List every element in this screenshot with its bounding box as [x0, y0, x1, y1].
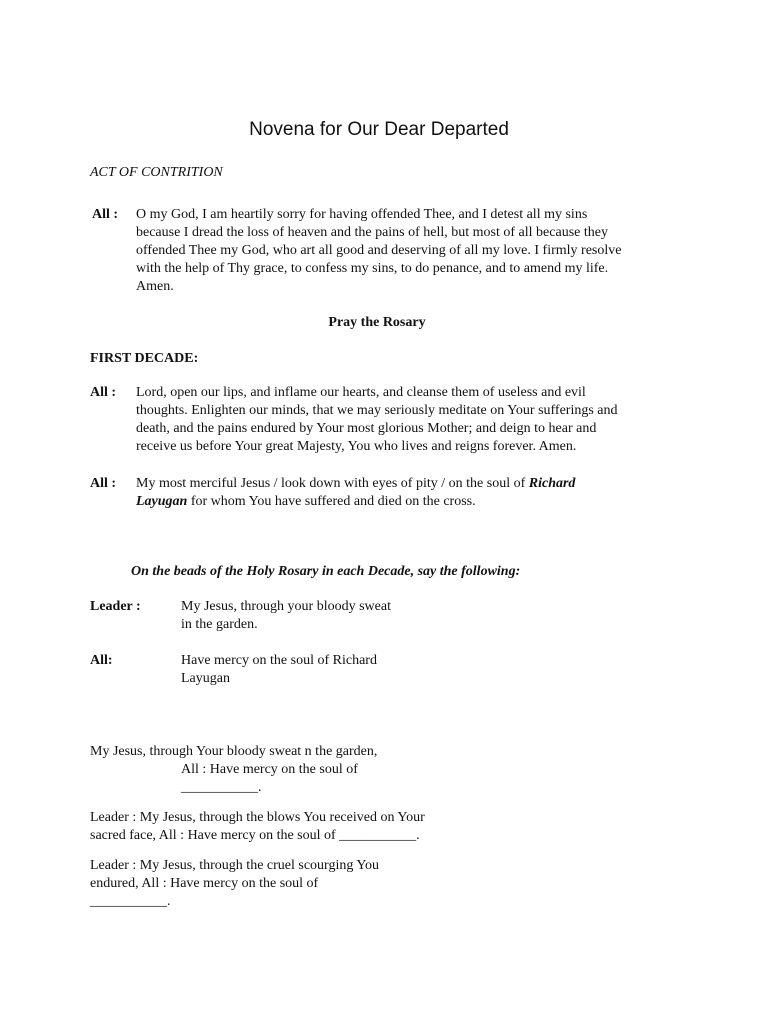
act-of-contrition-heading: ACT OF CONTRITION — [90, 165, 223, 180]
litany-3-line-3: ___________. — [90, 894, 171, 909]
deceased-first-name: Richard — [528, 476, 576, 491]
first-decade-prayer1-text — [136, 384, 618, 456]
act-line-2: because I dread the loss of heaven and the pains of hell, but most of all because they — [136, 225, 608, 240]
prayer2-line-1 — [136, 475, 575, 493]
leader-role: Leader : — [90, 599, 141, 614]
leader-text — [181, 598, 391, 634]
prayer1-line-3: death, and the pains endured by Your most glorious Mother; and deign to hear and — [136, 421, 597, 436]
act-line-5: Amen. — [136, 279, 174, 294]
litany-1-line-3: ___________. — [181, 780, 262, 795]
prayer1-line-4: receive us before Your great Majesty, You who lives and reigns forever. Amen. — [136, 439, 577, 454]
all-line-2: Layugan — [181, 671, 230, 686]
litany-2-line-1: Leader : My Jesus, through the blows You received on Your — [90, 810, 425, 825]
prayer2-line-1-text: My most merciful Jesus / look down with eyes of pity / on the soul of — [136, 476, 529, 491]
litany-1-line-1: My Jesus, through Your bloody sweat n the garden, — [90, 744, 378, 759]
act-of-contrition-text — [136, 206, 621, 296]
litany-3-line-2: endured, All : Have mercy on the soul of — [90, 876, 319, 891]
prayer1-line-1: Lord, open our lips, and inflame our hearts, and cleanse them of useless and evil — [136, 385, 586, 400]
prayer2-line-2 — [136, 493, 575, 511]
all-role: All: — [90, 653, 113, 668]
act-line-3: offended Thee my God, who art all good and deserving of all my love. I firmly resolve — [136, 243, 622, 258]
all-line-1: Have mercy on the soul of Richard — [181, 653, 377, 668]
first-decade-prayer2-role: All : — [90, 476, 117, 491]
leader-line-1: My Jesus, through your bloody sweat — [181, 599, 391, 614]
pray-rosary-heading: Pray the Rosary — [328, 315, 426, 330]
first-decade-heading: FIRST DECADE: — [90, 351, 199, 366]
first-decade-prayer2-text — [136, 475, 575, 511]
deceased-last-name: Layugan — [136, 494, 188, 509]
litany-3-line-1: Leader : My Jesus, through the cruel scourging You — [90, 858, 380, 873]
all-text — [181, 652, 377, 688]
litany-1-line-2: All : Have mercy on the soul of — [181, 762, 358, 777]
litany-item-1 — [90, 743, 377, 797]
first-decade-prayer1-role: All : — [90, 385, 117, 400]
page-title: Novena for Our Dear Departed — [249, 119, 509, 140]
leader-line-2: in the garden. — [181, 617, 258, 632]
beads-instruction: On the beads of the Holy Rosary in each Decade, say the following: — [131, 564, 521, 579]
act-line-1: O my God, I am heartily sorry for having offended Thee, and I detest all my sins — [136, 207, 588, 222]
prayer2-line-2-text: for whom You have suffered and died on the cross. — [187, 494, 476, 509]
act-line-4: with the help of Thy grace, to confess my sins, to do penance, and to amend my life. — [136, 261, 609, 276]
prayer1-line-2: thoughts. Enlighten our minds, that we may seriously meditate on Your sufferings and — [136, 403, 618, 418]
litany-item-3 — [90, 857, 379, 911]
litany-item-2 — [90, 809, 425, 845]
litany-2-line-2: sacred face, All : Have mercy on the soul of ___________. — [90, 828, 420, 843]
act-of-contrition-role: All : — [92, 207, 119, 222]
